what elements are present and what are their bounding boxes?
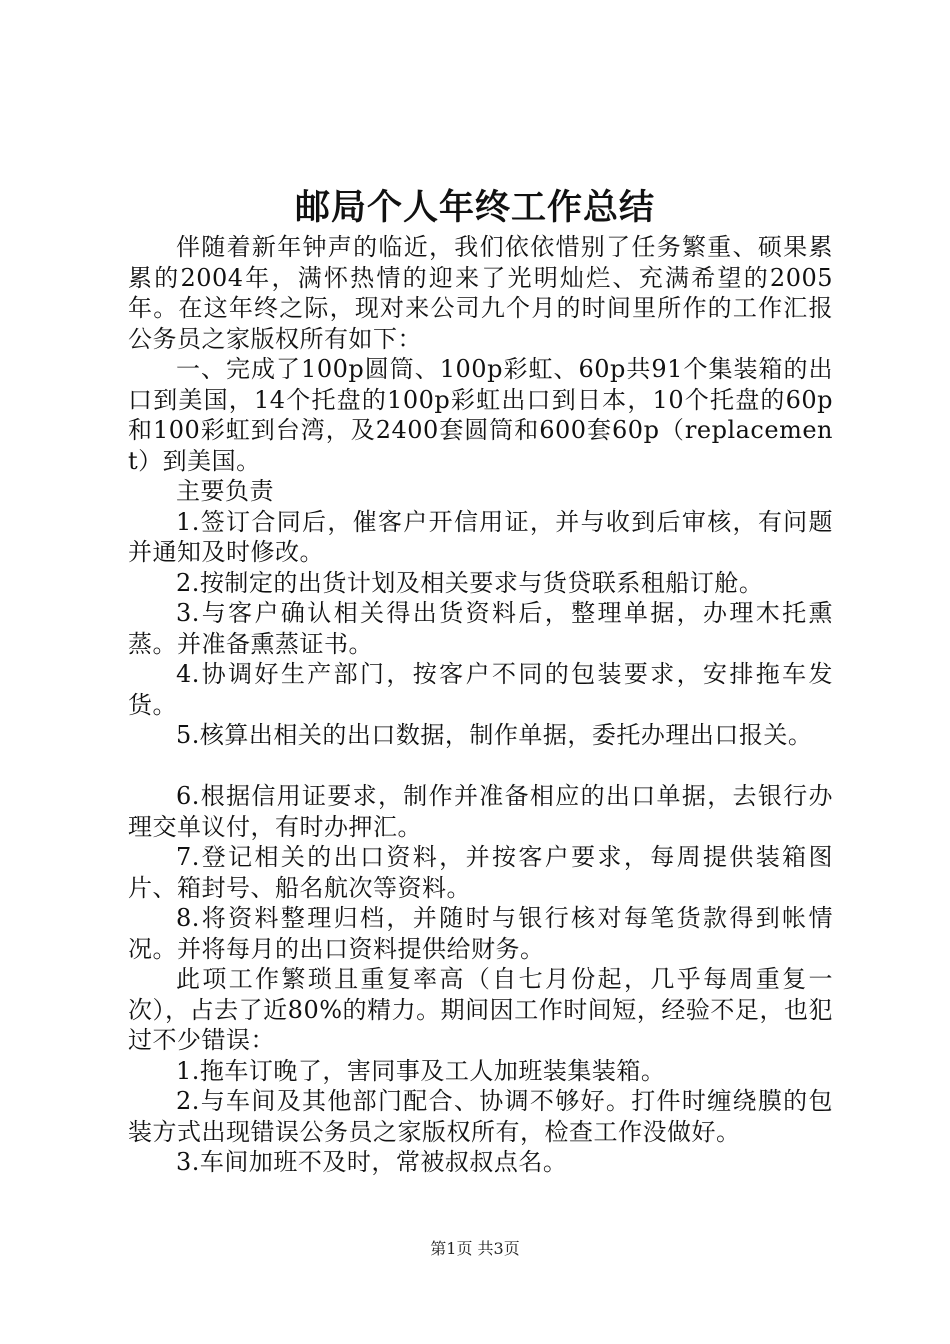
paragraph-mistake-2: 2.与车间及其他部门配合、协调不够好。打件时缠绕膜的包装方式出现错误公务员之家版权所有，检查工作没做好。 (128, 1087, 833, 1146)
paragraph-mistake-1: 1.拖车订晚了，害同事及工人加班装集装箱。 (176, 1056, 666, 1085)
paragraph-duty-7: 7.登记相关的出口资料，并按客户要求，每周提供装箱图片、箱封号、船名航次等资料。 (128, 843, 833, 902)
paragraph-intro: 伴随着新年钟声的临近，我们依依惜别了任务繁重、硕果累累的2004年，满怀热情的迎来了光明灿烂、充满希望的2005年。在这年终之际，现对来公司九个月的时间里所作的工作汇报公务员之家版权所有如下： (128, 233, 833, 353)
paragraph-duty-3: 3.与客户确认相关得出货资料后，整理单据，办理木托熏蒸。并准备熏蒸证书。 (128, 599, 833, 658)
paragraph-mistake-3: 3.车间加班不及时，常被叔叔点名。 (176, 1148, 568, 1176)
document-body (128, 232, 833, 1178)
paragraph-duty-6: 6.根据信用证要求，制作并准备相应的出口单据，去银行办理交单议付，有时办押汇。 (128, 782, 833, 841)
paragraph-duty-4: 4.协调好生产部门，按客户不同的包装要求，安排拖车发货。 (128, 660, 833, 719)
paragraph-responsibilities-heading: 主要负责 (176, 477, 274, 505)
document-title: 邮局个人年终工作总结 (294, 187, 655, 228)
paragraph-blank (128, 751, 833, 782)
paragraph-duty-8: 8.将资料整理归档，并随时与银行核对每笔货款得到帐情况。并将每月的出口资料提供给财务。 (128, 904, 833, 963)
paragraph-duty-5: 5.核算出相关的出口数据，制作单据，委托办理出口报关。 (176, 721, 813, 749)
paragraph-duty-2: 2.按制定的出货计划及相关要求与货贷联系租船订舱。 (176, 568, 764, 597)
page-number-footer: 第1页 共3页 (430, 1239, 520, 1258)
paragraph-workload: 此项工作繁琐且重复率高（自七月份起，几乎每周重复一次），占去了近80%的精力。期间因工作时间短，经验不足，也犯过不少错误： (128, 965, 833, 1054)
paragraph-export-summary: 一、完成了100p圆筒、100p彩虹、60p共91个集装箱的出口到美国，14个托盘的100p彩虹出口到日本，10个托盘的60p和100彩虹到台湾，及2400套圆筒和600套60p（replacement）到美国。 (128, 355, 833, 475)
paragraph-duty-1: 1.签订合同后，催客户开信用证，并与收到后审核，有问题并通知及时修改。 (128, 507, 833, 566)
